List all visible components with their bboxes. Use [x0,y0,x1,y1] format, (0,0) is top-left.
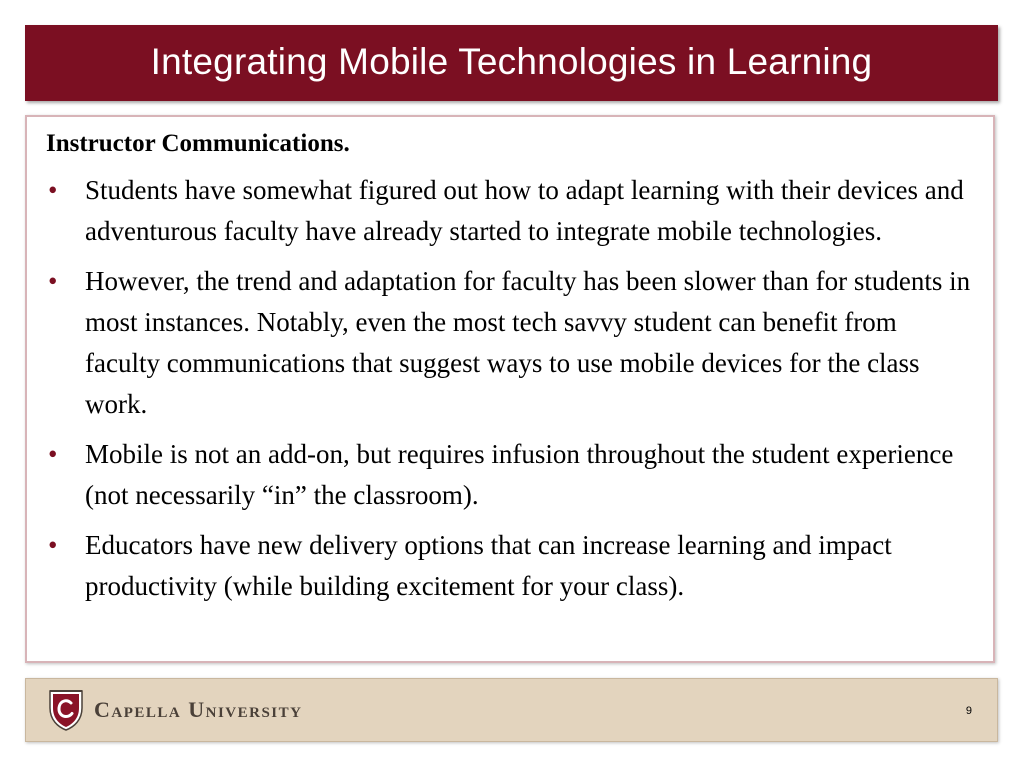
bullet-marker: • [48,439,58,469]
bullet-list [46,170,971,616]
bullet-item [46,525,971,607]
bullet-text: Mobile is not an add-on, but requires infusion throughout the student experience (not necessarily “in” the classroom). [85,439,954,510]
bullet-text: Students have somewhat figured out how to adapt learning with their devices and adventurous faculty have already started to integrate mobile technologies. [85,175,964,246]
page-number: 9 [965,705,972,717]
capella-logo [48,688,302,732]
content-heading: Instructor Communications. [46,130,350,157]
bullet-text: However, the trend and adaptation for faculty has been slower than for students in most instances. Notably, even the most tech savvy student can benefit from faculty communications that suggest ways to use mobile devices for the class work. [85,266,971,419]
slide-title: Integrating Mobile Technologies in Learning [150,41,873,82]
bullet-text: Educators have new delivery options that can increase learning and impact productivity (while building excitement for your class). [85,530,892,601]
bullet-marker: • [48,266,58,296]
capella-shield-icon [48,688,84,732]
bullet-item [46,170,971,252]
slide-footer [25,678,998,742]
bullet-item [46,261,971,425]
bullet-marker: • [48,175,58,205]
bullet-marker: • [48,530,58,560]
bullet-item [46,434,971,516]
slide-content [25,115,995,663]
university-name: Capella University [94,697,303,722]
slide-title-bar [25,25,998,101]
